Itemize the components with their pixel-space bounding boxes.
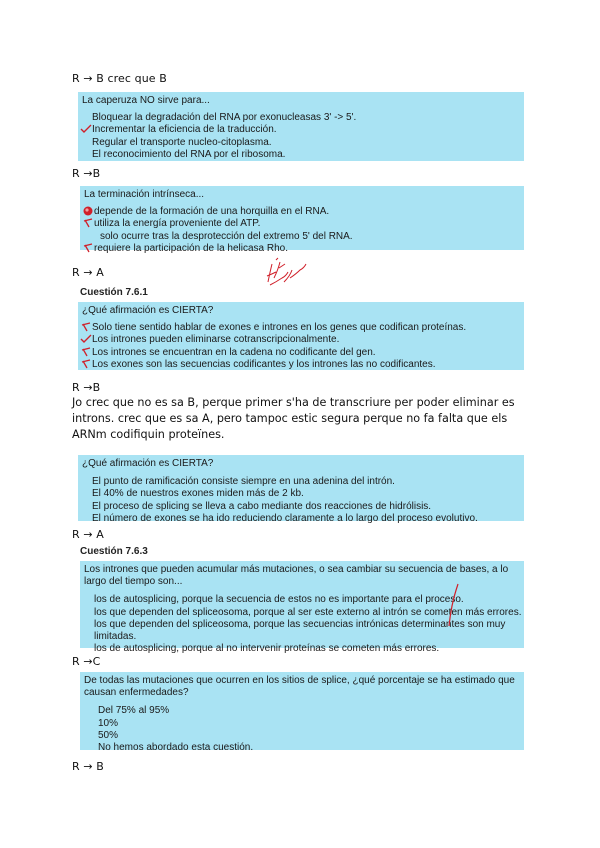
question-text: ¿Qué afirmación es CIERTA? <box>82 305 214 316</box>
option: Los intrones pueden eliminarse cotranscripcionalmente. <box>92 334 524 346</box>
option: depende de la formación de una horquilla en el RNA. <box>94 206 524 218</box>
cross-mark-icon <box>80 358 92 370</box>
question-text: Los intrones que pueden acumular más mutaciones, o sea cambiar su secuencia de bases, a lo largo del tiempo son... <box>84 564 509 588</box>
option: 10% <box>98 717 119 729</box>
option: El reconocimiento del RNA por el ribosoma. <box>92 148 286 160</box>
option: Bloquear la degradación del RNA por exonucleasas 3' -> 5'. <box>92 112 357 124</box>
answer-1: R → B crec que B <box>72 72 167 85</box>
option: Incrementar la eficiencia de la traducción. <box>92 124 524 136</box>
question-text: De todas las mutaciones que ocurren en los sitios de splice, ¿qué porcentaje se ha estimado que causan enfermedades? <box>84 675 515 699</box>
cross-mark-icon <box>80 321 92 333</box>
answer-6: R →C <box>72 655 101 668</box>
option: requiere la participación de la helicasa Rho. <box>94 243 524 255</box>
question-text: ¿Qué afirmación es CIERTA? <box>82 458 214 469</box>
option: los que dependen del spliceosoma, porque las secuencias intrónicas determinantes son muy limitadas. <box>94 618 506 643</box>
option: 50% <box>98 729 119 741</box>
option: los de autosplicing, porque la secuencia de estos no es importante para el proceso. <box>94 594 464 606</box>
question-box-2 <box>80 186 524 254</box>
option: El número de exones se ha ido reduciendo claramente a lo largo del proceso evolutivo. <box>92 512 478 524</box>
option: El punto de ramificación consiste siempre en una adenina del intrón. <box>92 476 395 488</box>
question-box-3 <box>78 302 524 370</box>
answer-3: R → A <box>72 266 104 279</box>
question-box-6 <box>80 672 524 754</box>
question-heading: Cuestión 7.6.3 <box>80 546 148 557</box>
question-text: La caperuza NO sirve para... <box>82 95 210 106</box>
question-heading: Cuestión 7.6.1 <box>80 287 148 298</box>
handwritten-note: Jo crec que no es sa B, perque primer s'ha de transcriure per poder eliminar es introns. crec que es sa A, pero tampoc estic segura perque no fa falta que els ARNm codifiquin proteïnes. <box>72 396 515 441</box>
check-mark-icon <box>80 123 92 135</box>
handwritten-scribble-icon <box>262 252 310 288</box>
option: Los exones son las secuencias codificantes y los intrones las no codificantes. <box>92 359 524 371</box>
option: El proceso de splicing se lleva a cabo mediante dos reacciones de hidrólisis. <box>92 500 432 512</box>
question-box-1 <box>78 92 524 161</box>
red-strike-icon <box>444 582 464 628</box>
option: solo ocurre tras la desprotección del extremo 5' del RNA. <box>100 230 353 242</box>
question-box-4 <box>78 455 524 524</box>
cross-mark-icon <box>82 242 94 254</box>
red-dot-icon <box>82 205 94 217</box>
question-text: La terminación intrínseca... <box>84 189 205 200</box>
option: El 40% de nuestros exones miden más de 2 kb. <box>92 488 304 500</box>
option: Los intrones se encuentran en la cadena no codificante del gen. <box>92 347 524 359</box>
answer-4: R →B <box>72 381 101 394</box>
option: Del 75% al 95% <box>98 705 170 717</box>
check-mark-icon <box>80 333 92 345</box>
answer-7: R → B <box>72 760 104 773</box>
option: Regular el transporte nucleo-citoplasma. <box>92 136 272 148</box>
option: No hemos abordado esta cuestión. <box>98 742 254 754</box>
answer-2: R →B <box>72 167 101 180</box>
option: utiliza la energía proveniente del ATP. <box>94 218 524 230</box>
option: los que dependen del spliceosoma, porque al ser este externo al intrón se cometen más errores. <box>94 606 522 618</box>
cross-mark-icon <box>82 217 94 229</box>
cross-mark-icon <box>80 346 92 358</box>
option: los de autosplicing, porque al no intervenir proteínas se cometen más errores. <box>94 643 440 655</box>
option: Solo tiene sentido hablar de exones e intrones en los genes que codifican proteínas. <box>92 322 524 334</box>
answer-5: R → A <box>72 528 104 541</box>
